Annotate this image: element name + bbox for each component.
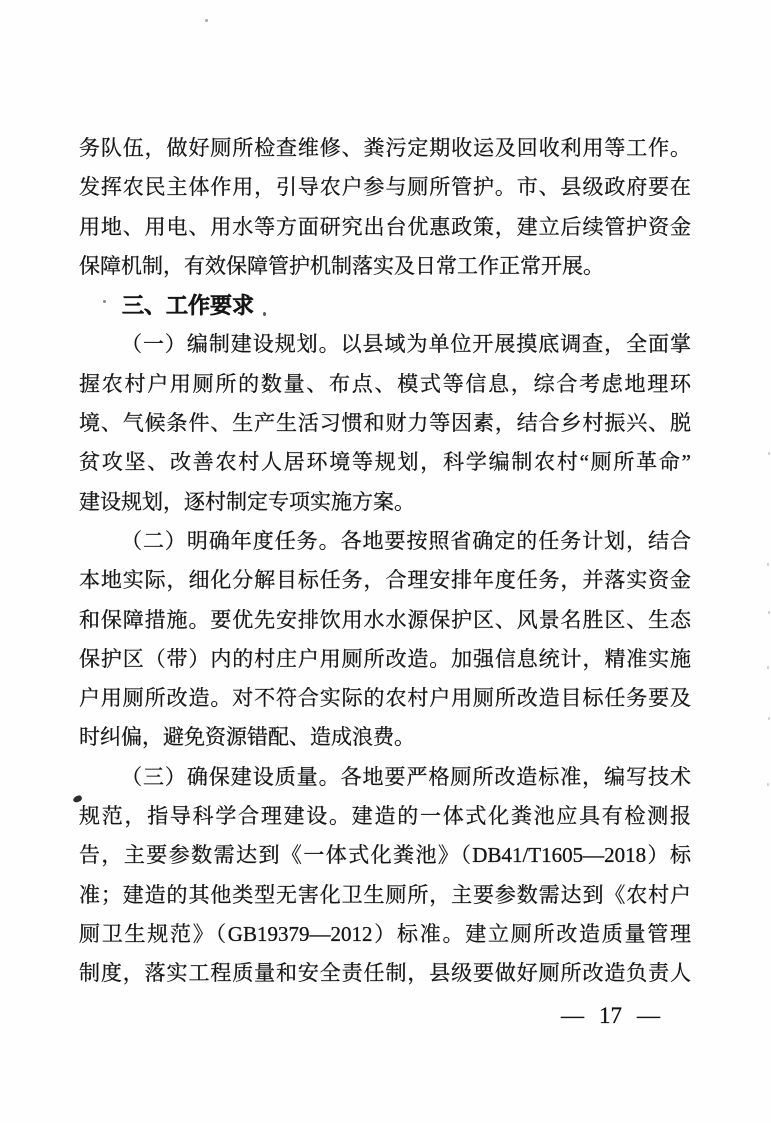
scan-speck bbox=[205, 19, 208, 22]
scan-speck bbox=[768, 611, 770, 614]
scan-speck bbox=[768, 717, 770, 720]
scan-speck bbox=[263, 312, 266, 316]
text-line: 保障机制，有效保障管护机制落实及日常工作正常开展。 bbox=[79, 253, 604, 278]
text-line: 用地、用电、用水等方面研究出台优惠政策，建立后续管护资金 bbox=[79, 214, 691, 239]
text-line: 境、气候条件、生产生活习惯和财力等因素，结合乡村振兴、脱 bbox=[79, 411, 691, 436]
paragraph-item-2 bbox=[79, 522, 691, 758]
text-line: 贫攻坚、改善农村人居环境等规划，科学编制农村“厕所革命” bbox=[79, 450, 691, 475]
paragraph-item-3 bbox=[79, 758, 691, 994]
footer-number: 17 bbox=[599, 1003, 622, 1028]
page-number bbox=[561, 1003, 660, 1029]
text-line: 发挥农民主体作用，引导农户参与厕所管护。市、县级政府要在 bbox=[79, 175, 691, 200]
text-line: （三）确保建设质量。各地要严格厕所改造标准，编写技术 bbox=[121, 764, 691, 789]
text-line: 告，主要参数需达到《一体式化粪池》（DB41/T1605—2018）标 bbox=[79, 843, 691, 868]
body-text bbox=[79, 129, 691, 994]
scan-speck bbox=[103, 300, 106, 303]
text-line: 务队伍，做好厕所检查维修、粪污定期收运及回收利用等工作。 bbox=[79, 136, 691, 160]
text-line: （一）编制建设规划。以县域为单位开展摸底调查，全面掌 bbox=[121, 332, 691, 357]
text-line: 户用厕所改造。对不符合实际的农村户用厕所改造目标任务要及 bbox=[79, 686, 691, 711]
scan-speck bbox=[767, 563, 769, 566]
scan-speck bbox=[767, 666, 769, 669]
footer-dash-right: — bbox=[637, 1003, 660, 1028]
text-line: 和保障措施。要优先安排饮用水水源保护区、风景名胜区、生态 bbox=[79, 607, 691, 632]
scan-speck bbox=[767, 783, 769, 786]
text-line: 厕卫生规范》（GB19379—2012）标准。建立厕所改造质量管理 bbox=[79, 921, 691, 946]
text-line: 建设规划，逐村制定专项实施方案。 bbox=[79, 489, 415, 514]
section-heading: 三、工作要求 bbox=[122, 293, 255, 319]
text-line: 制度，落实工程质量和安全责任制，县级要做好厕所改造负责人 bbox=[79, 961, 691, 986]
footer-dash-left: — bbox=[561, 1003, 584, 1028]
text-line: 握农村户用厕所的数量、布点、模式等信息，综合考虑地理环 bbox=[79, 371, 691, 396]
paragraph-continuation bbox=[79, 129, 691, 286]
text-line: 时纠偏，避免资源错配、造成浪费。 bbox=[79, 725, 415, 750]
text-line: 准；建造的其他类型无害化卫生厕所，主要参数需达到《农村户 bbox=[79, 882, 691, 907]
paragraph-item-1 bbox=[79, 325, 691, 521]
text-line: 规范，指导科学合理建设。建造的一体式化粪池应具有检测报 bbox=[79, 804, 691, 829]
text-line: 保护区（带）内的村庄户用厕所改造。加强信息统计，精准实施 bbox=[79, 646, 691, 671]
text-line: （二）明确年度任务。各地要按照省确定的任务计划，结合 bbox=[121, 528, 691, 553]
scan-speck bbox=[768, 452, 770, 455]
text-line: 本地实际，细化分解目标任务，合理安排年度任务，并落实资金 bbox=[79, 568, 691, 593]
